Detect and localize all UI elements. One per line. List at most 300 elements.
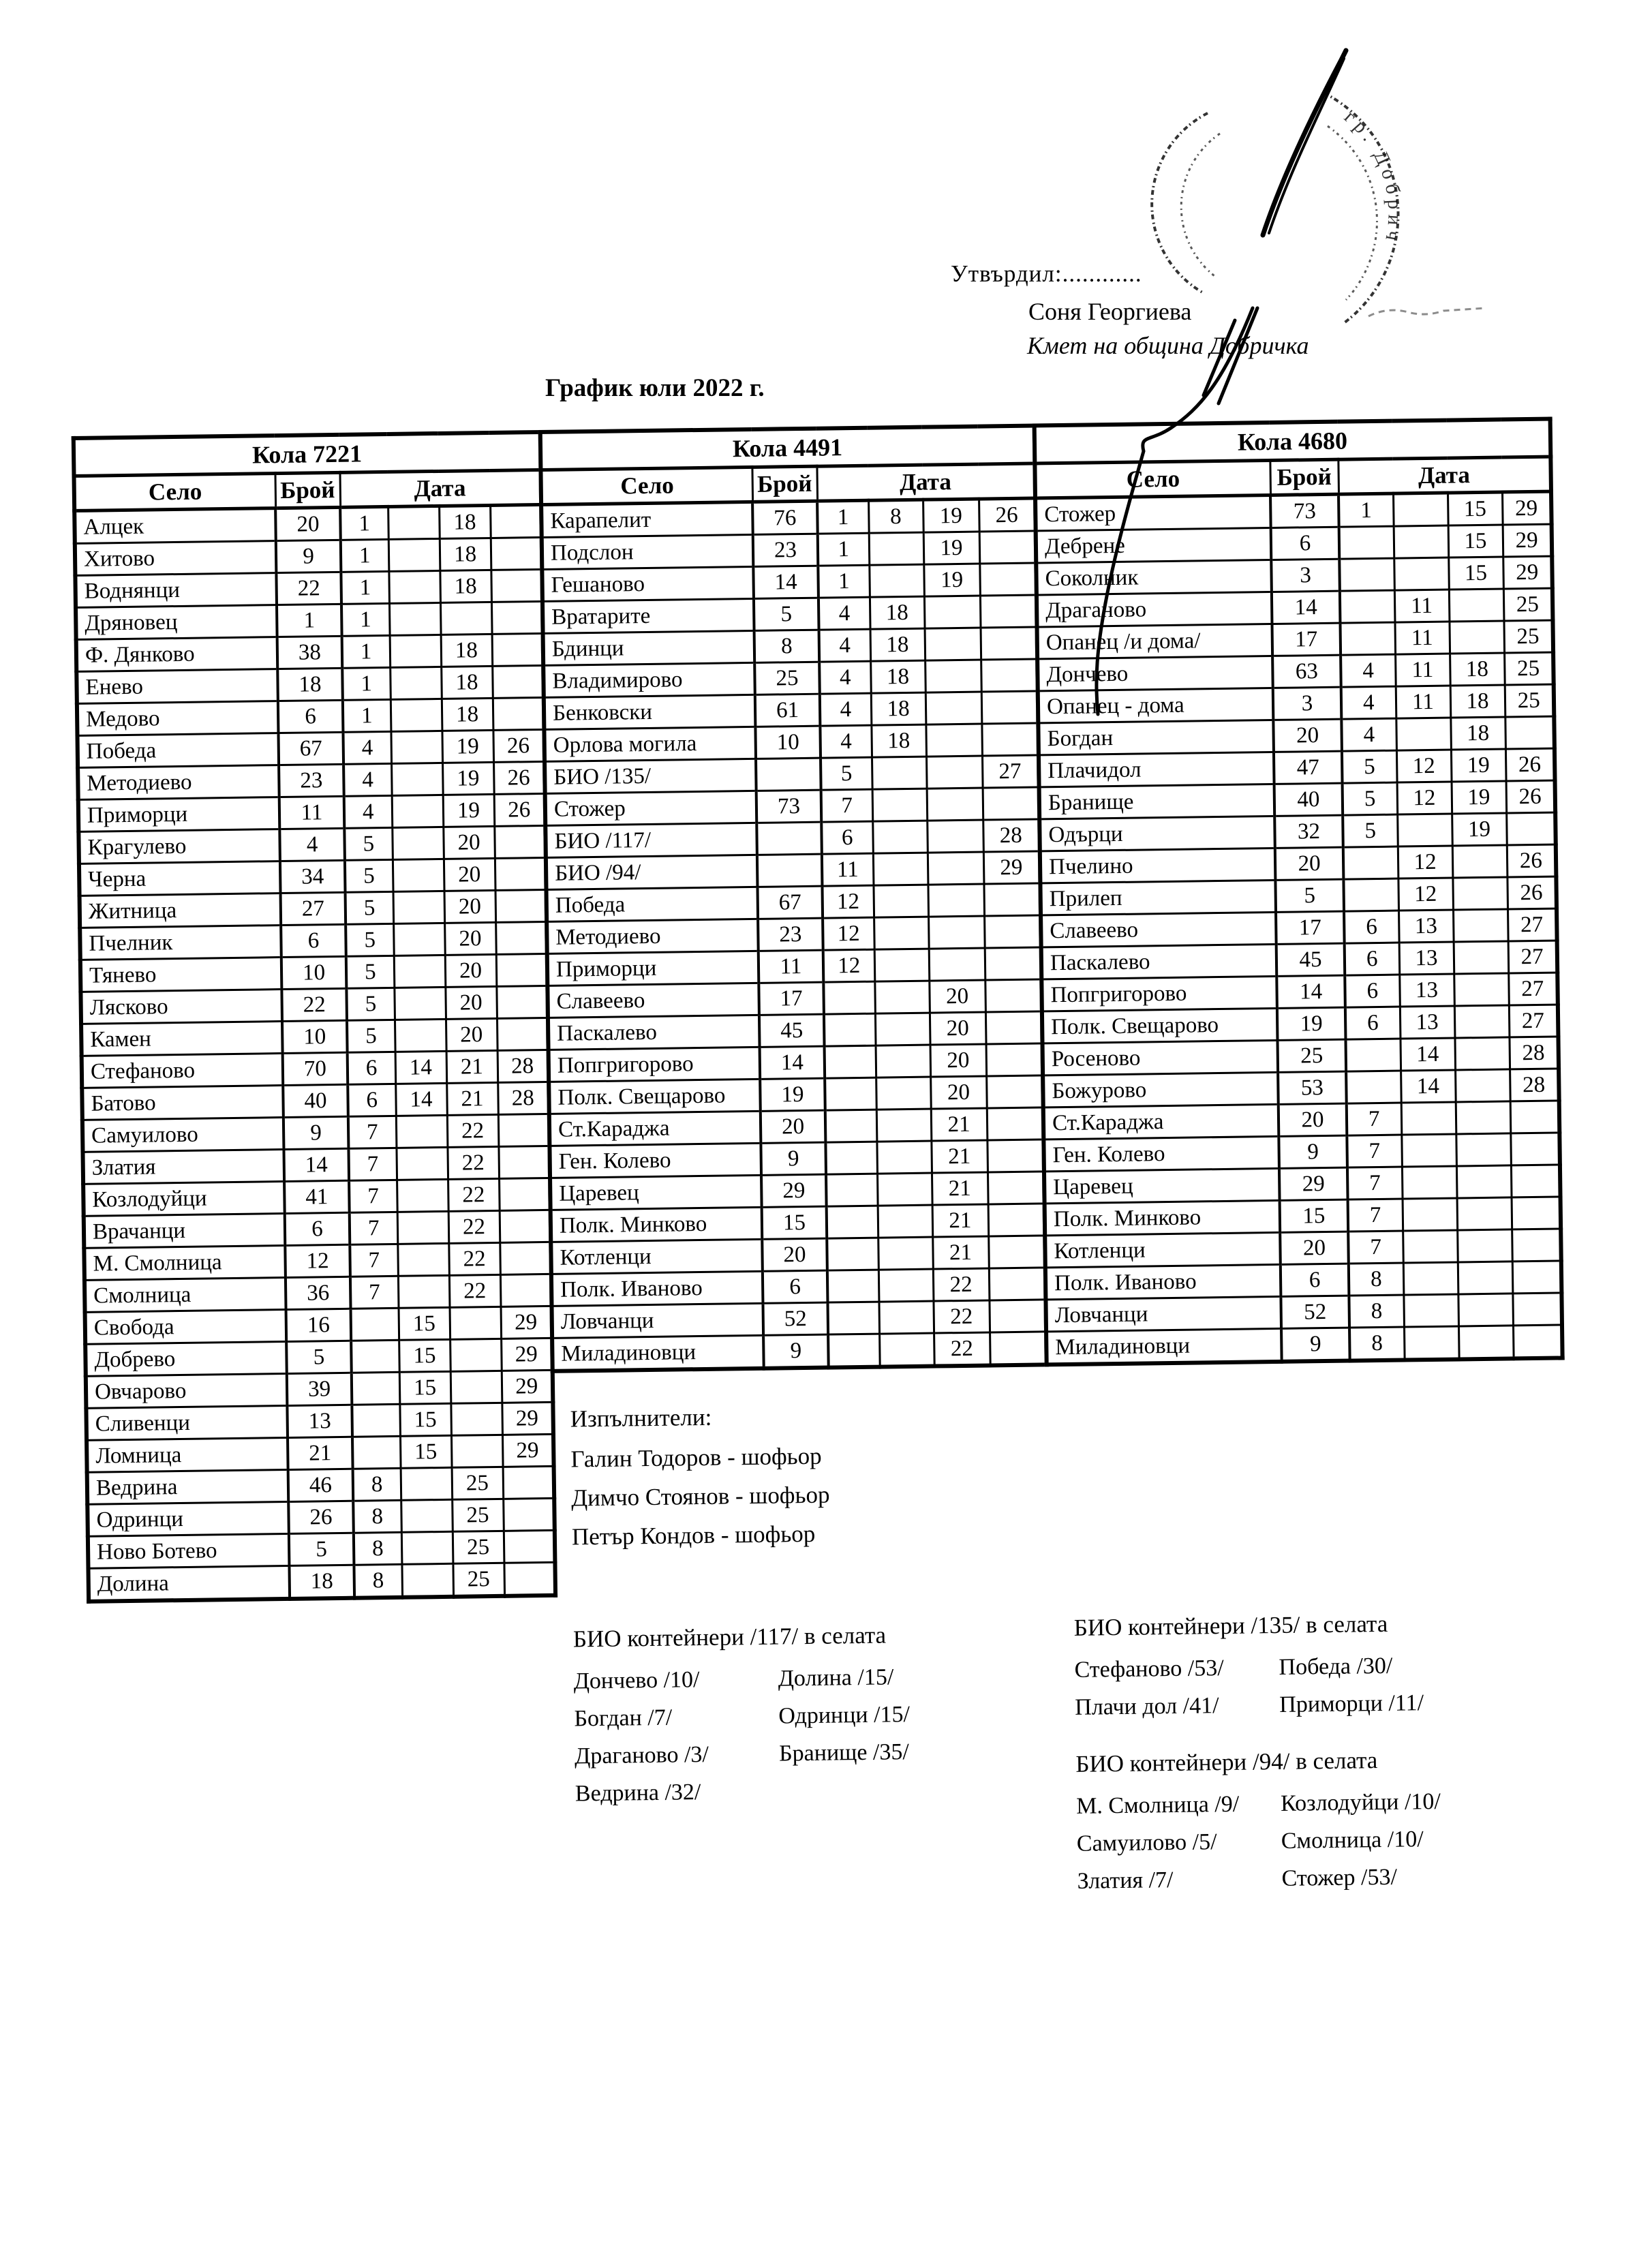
date-cell: 1: [341, 603, 390, 636]
count-cell: 27: [281, 892, 346, 925]
date-cell: [1401, 1102, 1456, 1135]
date-cell: 28: [498, 1082, 549, 1114]
count-cell: 52: [763, 1302, 828, 1335]
village-cell: Камен: [81, 1022, 283, 1056]
village-cell: Дончево: [1037, 656, 1273, 691]
date-cell: 25: [1503, 588, 1553, 621]
count-cell: 47: [1274, 751, 1343, 784]
date-cell: 1: [341, 539, 389, 572]
date-cell: [390, 667, 442, 699]
date-cell: 20: [930, 1044, 987, 1077]
date-cell: 25: [1503, 620, 1553, 653]
date-cell: 18: [870, 596, 925, 629]
date-cell: [397, 1243, 449, 1276]
date-cell: [985, 947, 1042, 980]
village-cell: Бенковски: [544, 694, 756, 729]
date-cell: 22: [447, 1114, 499, 1147]
village-cell: Полк. Иваново: [1045, 1264, 1281, 1300]
date-cell: [926, 724, 982, 756]
village-cell: Свобода: [85, 1309, 287, 1344]
date-cell: 19: [1452, 813, 1507, 846]
bio-note-item: Драганово /3/: [574, 1741, 709, 1769]
bio-note-row: [1075, 1684, 1439, 1726]
date-cell: 7: [350, 1276, 399, 1309]
date-cell: [1456, 1133, 1511, 1166]
count-cell: 9: [284, 1116, 349, 1149]
table-body: [1035, 491, 1563, 1364]
schedule-table-kola-4680: [1032, 417, 1565, 1367]
date-cell: [1452, 845, 1508, 878]
date-cell: [1404, 1326, 1459, 1360]
date-cell: 8: [1349, 1263, 1404, 1296]
date-cell: 18: [441, 666, 493, 699]
village-cell: Приморци: [547, 951, 759, 985]
count-cell: 1: [277, 604, 342, 637]
date-cell: 18: [870, 660, 926, 693]
date-cell: [928, 852, 984, 885]
village-cell: Сливенци: [86, 1405, 288, 1440]
date-cell: [496, 953, 548, 986]
date-cell: [1403, 1198, 1458, 1231]
date-cell: [1449, 589, 1504, 622]
date-cell: 20: [444, 922, 496, 955]
bio-note-rows: [573, 1658, 911, 1812]
date-cell: 25: [1505, 684, 1555, 717]
date-cell: 5: [1343, 782, 1398, 815]
count-cell: 45: [1276, 943, 1345, 976]
date-cell: 20: [930, 1076, 987, 1109]
date-cell: [1455, 1069, 1510, 1102]
date-cell: 28: [498, 1050, 549, 1082]
village-cell: Медово: [77, 701, 279, 736]
date-cell: [928, 916, 985, 949]
village-cell: БИО /94/: [546, 855, 758, 889]
count-cell: [757, 854, 823, 887]
date-cell: 4: [819, 629, 871, 662]
date-cell: 7: [1348, 1231, 1403, 1264]
date-cell: 5: [347, 1020, 395, 1052]
date-cell: [1403, 1230, 1458, 1263]
village-cell: Тянево: [80, 958, 282, 992]
count-cell: 15: [1280, 1199, 1349, 1232]
date-cell: 22: [448, 1178, 500, 1211]
village-cell: Одринци: [87, 1501, 289, 1536]
bio-note-row: [1077, 1858, 1441, 1900]
date-cell: [989, 1268, 1046, 1300]
count-cell: 32: [1274, 815, 1343, 848]
date-cell: [981, 691, 1039, 724]
village-cell: БИО /117/: [545, 823, 757, 857]
date-cell: 27: [982, 755, 1039, 788]
date-cell: 12: [1398, 878, 1453, 911]
village-cell: Ф. Дянково: [76, 637, 278, 672]
date-cell: 11: [1394, 622, 1450, 654]
date-cell: 1: [341, 571, 389, 604]
count-cell: 3: [1271, 559, 1340, 592]
schedule-table-kola-7221: [72, 430, 557, 1604]
date-cell: 4: [819, 661, 871, 694]
date-cell: 15: [400, 1435, 452, 1468]
date-cell: 12: [823, 917, 874, 950]
date-cell: [827, 1206, 878, 1238]
date-cell: [499, 1178, 551, 1210]
date-cell: [393, 891, 445, 923]
date-cell: [397, 1179, 448, 1212]
count-cell: 5: [289, 1533, 354, 1565]
date-cell: [492, 633, 544, 666]
count-cell: 17: [1272, 623, 1341, 656]
date-cell: [875, 1013, 930, 1045]
village-cell: Росеново: [1043, 1040, 1279, 1075]
date-cell: 14: [395, 1083, 447, 1116]
date-cell: [928, 884, 984, 917]
village-cell: Златия: [82, 1150, 284, 1184]
date-cell: 22: [933, 1300, 990, 1333]
date-cell: 5: [1342, 750, 1397, 783]
date-cell: [877, 1173, 932, 1206]
date-cell: [504, 1530, 555, 1563]
date-cell: [1397, 814, 1452, 846]
executors-block: [570, 1403, 830, 1557]
date-cell: 26: [1507, 876, 1557, 909]
date-cell: 22: [449, 1274, 501, 1307]
date-cell: [390, 635, 442, 667]
date-cell: [503, 1498, 555, 1531]
date-cell: [872, 789, 928, 821]
date-cell: 7: [350, 1212, 398, 1244]
date-cell: 4: [819, 597, 870, 630]
village-cell: Попгригорово: [1041, 976, 1277, 1011]
date-cell: 19: [923, 532, 980, 564]
count-cell: 9: [1281, 1328, 1350, 1362]
date-cell: 29: [1503, 556, 1552, 589]
date-cell: [1457, 1197, 1512, 1230]
count-cell: 39: [287, 1373, 352, 1405]
table-row: [552, 1332, 1047, 1371]
count-cell: 73: [756, 790, 822, 823]
date-cell: 22: [448, 1210, 500, 1243]
village-cell: Козлодуйци: [83, 1182, 285, 1217]
village-cell: Победа: [547, 887, 759, 921]
date-cell: [1402, 1166, 1457, 1199]
date-cell: 1: [818, 533, 870, 566]
count-cell: 10: [281, 956, 347, 989]
date-cell: 15: [1448, 557, 1503, 590]
date-cell: [980, 595, 1037, 628]
date-cell: 8: [353, 1500, 401, 1533]
count-cell: 67: [278, 732, 343, 765]
date-cell: 29: [502, 1434, 554, 1467]
village-cell: Славеево: [547, 983, 759, 1018]
village-cell: Полк. Свещарово: [1042, 1008, 1278, 1043]
village-cell: Паскалево: [548, 1015, 760, 1050]
date-cell: [823, 981, 875, 1014]
count-cell: 11: [279, 796, 345, 829]
date-cell: 29: [1502, 491, 1552, 525]
count-cell: 9: [1279, 1135, 1347, 1168]
executors-label: Изпълнители:: [570, 1403, 712, 1433]
village-cell: Миладиновци: [552, 1335, 764, 1371]
date-cell: [878, 1301, 934, 1334]
date-cell: 27: [1508, 973, 1558, 1005]
village-cell: Ст.Караджа: [1043, 1104, 1279, 1140]
count-cell: 20: [1280, 1232, 1349, 1264]
count-cell: 14: [284, 1148, 349, 1181]
date-column-header: Дата: [816, 463, 1035, 501]
date-cell: [827, 1238, 878, 1270]
date-cell: [979, 563, 1037, 596]
village-cell: Паскалево: [1041, 944, 1277, 979]
date-cell: 22: [934, 1332, 990, 1366]
date-cell: 15: [399, 1371, 451, 1404]
date-cell: [985, 1011, 1043, 1044]
date-cell: [989, 1300, 1046, 1332]
date-cell: 5: [344, 827, 393, 860]
date-cell: 1: [342, 667, 391, 700]
village-cell: Дебрене: [1036, 528, 1272, 563]
date-cell: [874, 981, 930, 1013]
count-cell: 6: [1271, 527, 1340, 560]
bio-note-117: [573, 1621, 911, 1812]
date-cell: 12: [1398, 846, 1453, 878]
date-cell: [1512, 1229, 1561, 1262]
village-cell: Полк. Минково: [551, 1207, 763, 1242]
count-cell: 29: [761, 1174, 827, 1207]
village-cell: Хитово: [75, 541, 277, 576]
date-cell: [869, 532, 924, 565]
table-row: [88, 1562, 555, 1601]
date-cell: 7: [348, 1116, 397, 1148]
date-cell: [401, 1563, 453, 1597]
count-cell: 3: [1273, 687, 1342, 720]
stamp-text: гр. Добрич: [1340, 106, 1406, 247]
village-cell: Гешаново: [542, 566, 754, 601]
date-cell: 4: [1341, 718, 1396, 751]
table-row: [1046, 1325, 1563, 1364]
bio-note-row: [574, 1696, 910, 1737]
date-cell: 21: [931, 1140, 988, 1173]
village-cell: Прилеп: [1040, 880, 1276, 915]
village-cell: Опанец - дома: [1038, 688, 1274, 723]
date-cell: 6: [1345, 975, 1400, 1007]
date-cell: [1340, 622, 1395, 655]
date-cell: [491, 601, 543, 634]
village-cell: Врачанци: [84, 1214, 286, 1249]
village-cell: Ген. Колево: [1043, 1136, 1279, 1172]
bio-note-item: Бранище /35/: [778, 1739, 910, 1767]
executors-list: [570, 1437, 830, 1557]
date-cell: 5: [346, 891, 394, 924]
bio-note-item: Долина /15/: [778, 1664, 894, 1692]
date-cell: [1453, 909, 1508, 942]
date-cell: 8: [1349, 1295, 1404, 1328]
date-cell: 5: [346, 956, 395, 988]
date-cell: 4: [343, 731, 391, 764]
date-cell: 22: [447, 1146, 499, 1179]
approver-name: Соня Георгиева: [1028, 298, 1192, 325]
date-cell: [351, 1340, 399, 1373]
village-cell: Карапелит: [541, 502, 753, 537]
date-cell: [1457, 1229, 1512, 1262]
date-cell: [876, 1077, 931, 1110]
date-cell: 7: [1348, 1199, 1403, 1232]
count-cell: 5: [286, 1341, 352, 1373]
date-cell: 26: [493, 729, 545, 762]
car-title: Кола 4491: [540, 426, 1035, 470]
village-cell: Царевец: [1044, 1168, 1280, 1204]
date-cell: 18: [440, 570, 491, 602]
date-cell: 19: [923, 499, 979, 532]
bio-note-rows: [1076, 1783, 1442, 1900]
date-cell: 7: [1347, 1135, 1402, 1167]
date-cell: [1345, 1039, 1401, 1071]
date-cell: 5: [821, 757, 872, 790]
bio-note-item: Ведрина /32/: [575, 1779, 701, 1807]
date-cell: 15: [1448, 492, 1503, 525]
village-cell: Полк. Иваново: [551, 1271, 763, 1306]
date-cell: [825, 1110, 877, 1142]
date-cell: [1339, 526, 1394, 559]
date-cell: 7: [350, 1244, 398, 1277]
count-cell: 25: [1277, 1039, 1346, 1072]
date-cell: [391, 699, 442, 731]
village-cell: Ведрина: [87, 1469, 289, 1504]
village-cell: Полк. Минково: [1045, 1200, 1281, 1236]
village-cell: Алцек: [74, 508, 276, 544]
date-cell: [1458, 1326, 1514, 1360]
date-cell: 19: [1452, 781, 1507, 814]
bio-note-135: [1073, 1610, 1439, 1726]
bio-note-item: М. Смолница /9/: [1075, 1791, 1240, 1819]
village-cell: Бранище: [1039, 784, 1275, 819]
date-cell: 4: [343, 763, 392, 796]
date-cell: 12: [1396, 750, 1452, 782]
date-cell: [924, 596, 981, 628]
date-cell: 15: [1448, 525, 1503, 557]
date-cell: 21: [932, 1236, 989, 1269]
date-cell: [352, 1436, 401, 1469]
bio-note-item: Богдан /7/: [574, 1705, 673, 1732]
count-cell: 52: [1281, 1296, 1349, 1328]
date-cell: 19: [442, 730, 493, 763]
date-cell: [927, 788, 983, 821]
date-cell: [876, 1045, 931, 1077]
count-cell: 20: [275, 507, 341, 540]
date-cell: 1: [1339, 493, 1394, 527]
date-cell: 8: [354, 1532, 402, 1565]
date-cell: [1458, 1294, 1513, 1326]
date-cell: 4: [1341, 654, 1396, 687]
count-cell: 21: [288, 1437, 353, 1469]
date-cell: 18: [441, 634, 493, 667]
village-cell: Ново Ботево: [88, 1533, 290, 1568]
date-cell: 25: [452, 1467, 504, 1499]
date-cell: 6: [348, 1052, 396, 1084]
date-cell: [988, 1236, 1045, 1268]
bio-note-item: Смолница /10/: [1281, 1826, 1424, 1854]
date-cell: 11: [822, 853, 874, 886]
village-cell: Божурово: [1043, 1072, 1279, 1107]
village-cell: Ген. Колево: [549, 1143, 761, 1178]
date-cell: 21: [931, 1108, 988, 1141]
date-cell: 26: [1506, 780, 1556, 813]
village-cell: Добрево: [85, 1341, 287, 1376]
count-cell: 20: [761, 1110, 826, 1143]
date-cell: 5: [346, 988, 395, 1020]
date-cell: [440, 602, 492, 635]
date-cell: [876, 1109, 932, 1142]
count-cell: 29: [1279, 1167, 1348, 1200]
date-cell: [388, 506, 440, 539]
date-cell: 6: [348, 1084, 396, 1116]
date-cell: [388, 570, 440, 603]
count-cell: 18: [277, 668, 343, 701]
date-cell: 20: [445, 954, 497, 987]
village-cell: Славеево: [1041, 912, 1276, 947]
count-cell: 14: [760, 1046, 825, 1079]
date-cell: 26: [493, 761, 545, 794]
date-cell: [927, 820, 983, 853]
date-cell: [874, 949, 930, 981]
date-cell: [494, 825, 546, 858]
date-cell: 21: [932, 1172, 988, 1205]
approval-label: Утвърдил:............: [951, 260, 1142, 287]
date-cell: 29: [983, 851, 1041, 884]
bio-note-item: Стожер /53/: [1281, 1864, 1398, 1891]
date-cell: [391, 731, 442, 763]
date-cell: [986, 1043, 1043, 1076]
date-cell: [988, 1172, 1045, 1204]
date-cell: [926, 692, 982, 724]
date-cell: 13: [1399, 974, 1454, 1007]
date-cell: [876, 1141, 932, 1174]
village-cell: Попгригорово: [549, 1047, 761, 1082]
date-cell: [1449, 621, 1504, 654]
date-cell: 28: [983, 819, 1040, 852]
count-cell: 61: [755, 694, 821, 727]
date-cell: 6: [1344, 911, 1399, 943]
bio-note-row: [573, 1658, 909, 1700]
bio-notes-right-column: [1073, 1610, 1441, 1900]
date-cell: [878, 1237, 933, 1270]
village-cell: Соколник: [1036, 560, 1272, 595]
date-cell: 6: [821, 821, 873, 854]
date-column-header: Дата: [1338, 457, 1551, 494]
village-cell: Котленци: [1045, 1232, 1281, 1268]
date-cell: [500, 1242, 551, 1274]
date-cell: [1512, 1293, 1562, 1326]
village-cell: Пчелино: [1040, 848, 1276, 883]
date-cell: [872, 756, 927, 789]
date-cell: 20: [446, 1018, 498, 1051]
village-cell: Подслон: [542, 534, 754, 569]
bio-note-item: Плачи дол /41/: [1075, 1693, 1219, 1720]
car-title: Кола 4680: [1035, 419, 1551, 463]
count-cell: 70: [283, 1052, 348, 1085]
date-cell: 4: [344, 795, 393, 828]
village-cell: Долина: [88, 1565, 290, 1601]
date-cell: [869, 564, 924, 597]
village-cell: Опанец /и дома/: [1037, 624, 1273, 659]
date-cell: [352, 1404, 400, 1437]
count-cell: 6: [278, 700, 343, 733]
count-cell: 19: [760, 1078, 825, 1111]
date-cell: [401, 1499, 453, 1532]
count-cell: 41: [284, 1180, 350, 1213]
date-cell: [498, 1146, 550, 1178]
village-column-header: Село: [540, 467, 752, 504]
village-cell: Ломница: [87, 1437, 288, 1472]
